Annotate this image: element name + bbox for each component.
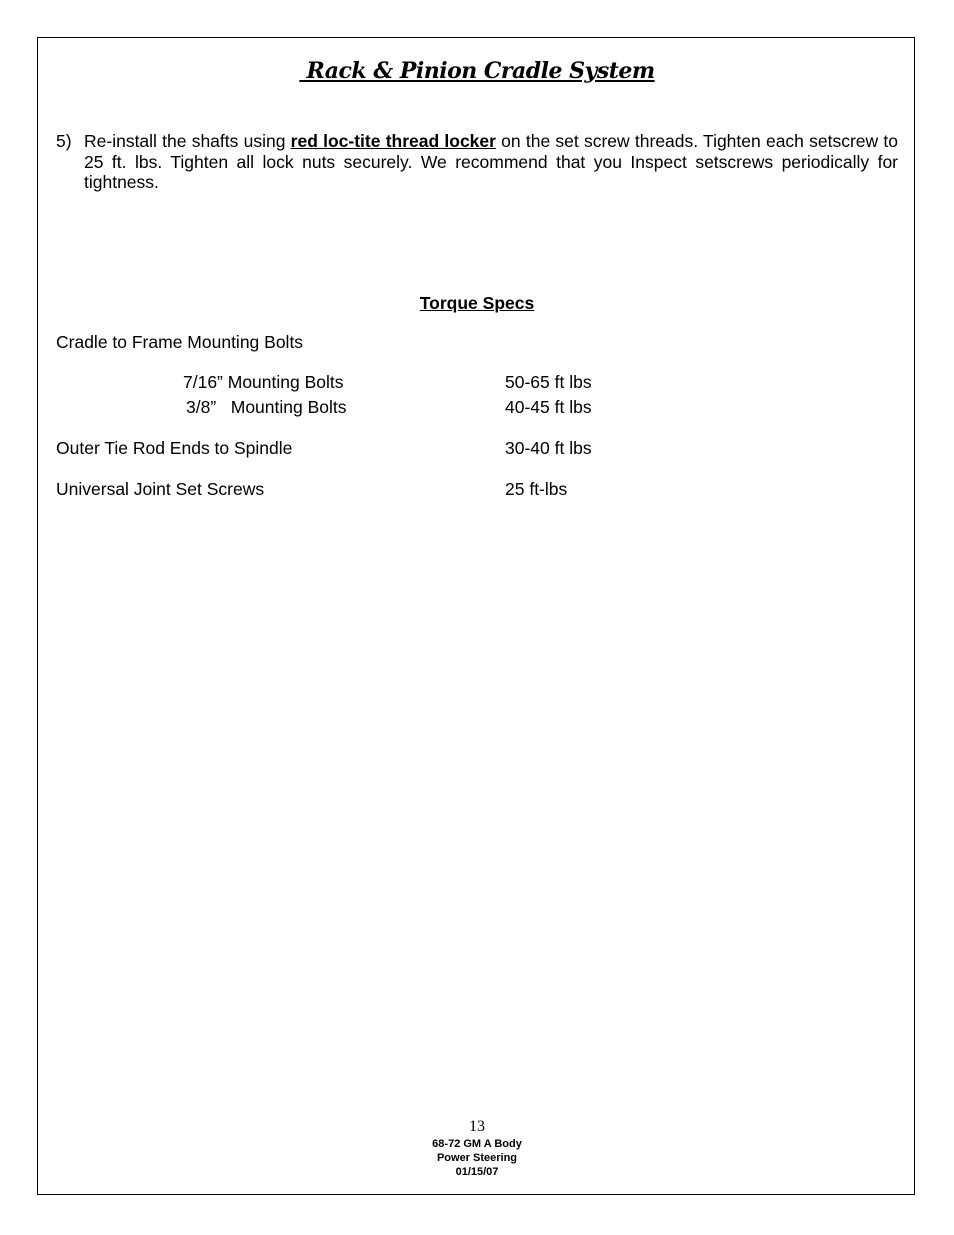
step-text [84, 131, 898, 193]
page-title: Rack & Pinion Cradle System [299, 58, 655, 84]
footer-model: 68-72 GM A Body [432, 1138, 522, 1150]
page-border [37, 37, 915, 1195]
spec-label: Outer Tie Rod Ends to Spindle [56, 438, 293, 458]
spec-value: 50-65 ft lbs [505, 372, 592, 392]
spec-label: 3/8” Mounting Bolts [186, 397, 347, 417]
group-label: Cradle to Frame Mounting Bolts [56, 332, 304, 352]
spec-label: 7/16” Mounting Bolts [183, 372, 344, 392]
footer-system: Power Steering [436, 1152, 518, 1164]
spec-value: 40-45 ft lbs [505, 397, 592, 417]
footer-block [0, 1137, 954, 1179]
step-number: 5) [56, 131, 72, 151]
torque-specs-heading: Torque Specs [419, 293, 535, 313]
spec-value: 30-40 ft lbs [505, 438, 592, 458]
step-text-after: on the set screw threads. Tighten each setscrew to 25 ft. lbs. Tighten all lock nuts securely. We recommend that you Inspect setscrews periodically for tightness. [84, 131, 898, 192]
step-text-before: Re-install the shafts using [84, 131, 291, 151]
page-number: 13 [469, 1118, 485, 1135]
instruction-step [56, 131, 898, 193]
footer-date: 01/15/07 [455, 1166, 499, 1178]
step-emphasis: red loc-tite thread locker [290, 131, 496, 151]
spec-label: Universal Joint Set Screws [56, 479, 265, 499]
spec-value: 25 ft-lbs [505, 479, 568, 499]
